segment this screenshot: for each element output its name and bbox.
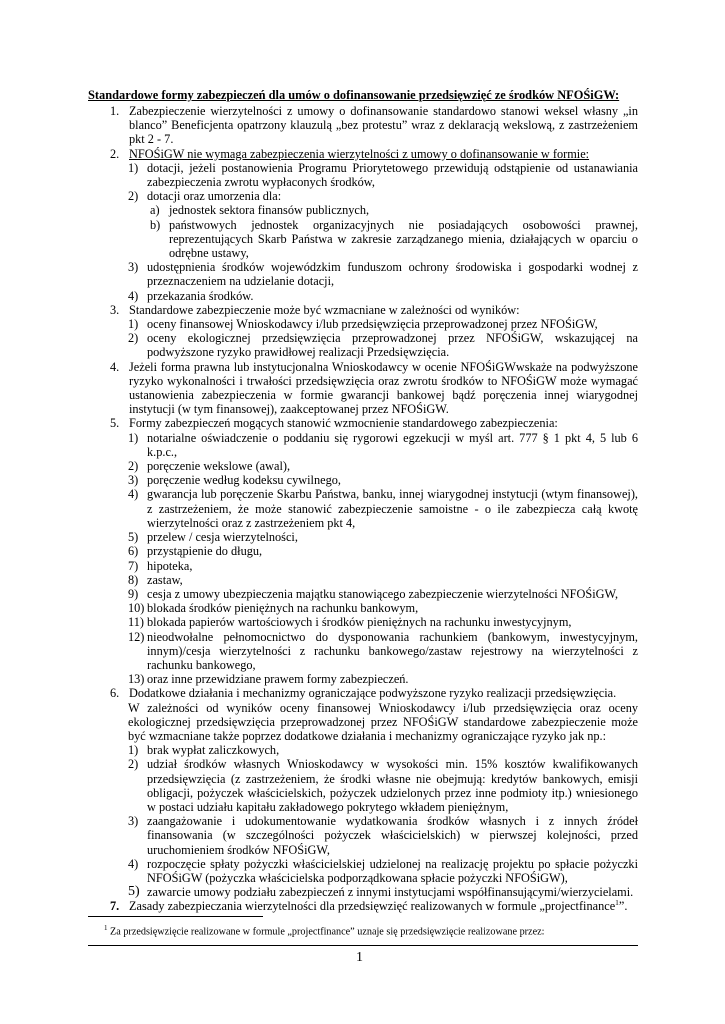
footnote-mark: 1: [104, 924, 108, 932]
list-item: [88, 686, 638, 700]
list-number: 2): [128, 459, 139, 474]
list-item: [88, 743, 638, 757]
list-text: dotacji oraz umorzenia dla:: [147, 189, 282, 204]
list-item: [88, 814, 638, 857]
list-text: zawarcie umowy podziału zabezpieczeń z innymi instytucjami współfinansującymi/wierzycielami.: [147, 885, 634, 900]
list-text: Standardowe zabezpieczenie może być wzmacniane w zależności od wyników:: [129, 302, 520, 317]
list-text: Formy zabezpieczeń mogących stanowić wzmocnienie standardowego zabezpieczenia:: [129, 416, 558, 431]
list-text: jednostek sektora finansów publicznych,: [169, 203, 370, 218]
list-item: [88, 857, 638, 885]
list-number: 13): [128, 672, 145, 687]
list-item: [88, 431, 638, 459]
list-item: [88, 218, 638, 261]
list-number: 1): [128, 743, 139, 758]
document-title: Standardowe formy zabezpieczeń dla umów o dofinansowanie przedsięwzięć ze środków NFOŚiGW:: [88, 88, 620, 102]
list-text: państwowych jednostek organizacyjnych nie posiadających osobowości prawnej, reprezentujących Skarb Państwa w zakresie zarządzanego mienia, działających w oparciu o odrębne ustawy,: [169, 217, 638, 261]
list-item: [88, 885, 638, 899]
list-item: [88, 260, 638, 288]
list-text: poręczenie według kodeksu cywilnego,: [147, 473, 341, 488]
list-number: 2): [128, 189, 139, 204]
list-number: 5.: [110, 416, 120, 431]
list-text: brak wypłat zaliczkowych,: [147, 743, 280, 758]
list-number: 3): [128, 473, 139, 488]
list-text: oceny ekologicznej przedsięwzięcia przeprowadzonej przez NFOŚiGW, wskazującej na podwyższone ryzyko prawidłowej realizacji Przedsięwzięcia.: [147, 331, 638, 360]
list-item: [88, 630, 638, 673]
list-item: [88, 331, 638, 359]
list-item: [88, 317, 638, 331]
list-number: 9): [128, 586, 139, 601]
list-number: 1): [128, 160, 139, 175]
list-item: [88, 147, 638, 161]
list-number: 5): [128, 884, 140, 900]
list-text: oraz inne przewidziane prawem formy zabezpieczeń.: [147, 672, 409, 687]
list-text: udostępnienia środków wojewódzkim funduszom ochrony środowiska i gospodarki wodnej z przeznaczeniem na udzielanie dotacji,: [147, 260, 638, 289]
list-text: Dodatkowe działania i mechanizmy ograniczające podwyższone ryzyko realizacji przedsięwzięcia.: [129, 686, 617, 701]
list-text: dotacji, jeżeli postanowienia Programu Priorytetowego przewidują odstąpienie od ustanawiania zabezpieczenia zwrotu wypłaconych środków,: [147, 160, 638, 190]
list-number: 1): [128, 430, 139, 445]
list-text: cesja z umowy ubezpieczenia majątku stanowiącego zabezpieczenie wierzytelności NFOŚiGW,: [147, 586, 619, 601]
list-item: [88, 701, 638, 744]
list-number: 2): [128, 331, 139, 346]
list-text: rozpoczęcie spłaty pożyczki właścicielskiej udzielonej na realizację projektu po spłacie pożyczki NFOŚiGW (pożyczka właścicielska podporządkowana spłacie pożyczki NFOŚiGW),: [147, 856, 638, 885]
list-number: 7.: [110, 899, 120, 914]
list-item: [88, 615, 638, 629]
footnote: [104, 924, 544, 937]
list-text: Zasady zabezpieczania wierzytelności dla przedsięwzięć realizowanych w formule „projectfinance: [129, 899, 616, 914]
list-item: [88, 303, 638, 317]
list-number: 3): [128, 814, 139, 829]
list-number: 1): [128, 317, 139, 332]
list-text: W zależności od wyników oceny finansowej Wnioskodawcy i/lub przedsięwzięcia oraz oceny ekologicznej przedsięwzięcia przeprowadzonej przez NFOŚiGW standardowe zabezpieczenie może być wzmacniane także poprzez dodatkowe działania i mechanizmy ograniczające ryzyko jak np.:: [128, 700, 638, 743]
list-text: zaangażowanie i udokumentowanie wydatkowania środków własnych i z innych źródeł finansowania (w szczególności pożyczek właścicielskich) w pierwszej kolejności, przed uruchomieniem środków NFOŚiGW,: [147, 814, 638, 857]
list-item: [88, 104, 638, 147]
footnote-text: Za przedsięwzięcie realizowane w formule „projectfinance” uznaje się przedsięwzięcie realizowane przez:: [110, 926, 545, 938]
list-text: notarialne oświadczenie o poddaniu się rygorowi egzekucji w myśl art. 777 § 1 pkt 4, 5 lub 6 k.p.c.,: [147, 430, 638, 459]
list-number: a): [150, 203, 160, 218]
list-item: [88, 899, 638, 913]
footnote-reference: 1: [615, 898, 619, 908]
list-number: 10): [128, 601, 145, 616]
list-item: [88, 459, 638, 473]
list-item: [88, 487, 638, 530]
list-text: gwarancja lub poręczenie Skarbu Państwa, banku, innej wiarygodnej instytucji (wtym finansowej), z zastrzeżeniem, że może stanowić zabezpieczenie samoistne - o ile zabezpiecza całą kwotę wierzytelności oraz z zastrzeżeniem pkt 4,: [147, 487, 638, 530]
list-text: udział środków własnych Wnioskodawcy w wysokości min. 15% kosztów kwalifikowanych przedsięwzięcia (z zastrzeżeniem, że środki własne nie obejmują: kredytów bankowych, emisji obligacji, pożyczek właścicielskich, pożyczek udzielonych przez inne podmioty itp.) wniesionego w postaci udziału kapitału zakładowego pokrytego wkładem pieniężnym,: [147, 757, 638, 814]
list-text: blokada środków pieniężnych na rachunku bankowym,: [147, 601, 419, 616]
list-item: [88, 544, 638, 558]
list-item: [88, 203, 638, 217]
list-item: [88, 161, 638, 189]
list-text: NFOŚiGW nie wymaga zabezpieczenia wierzytelności z umowy o dofinansowanie w formie:: [129, 146, 590, 161]
list-number: 3.: [110, 302, 120, 317]
list-number: 4): [128, 856, 139, 871]
list-text: nieodwołalne pełnomocnictwo do dysponowania rachunkiem (bankowym, inwestycyjnym, innym)/cesja wierzytelności z rachunku bankowego/zastaw rejestrowy na wierzytelności z rachunku bankowego,: [147, 629, 638, 672]
list-number: 1.: [110, 104, 120, 118]
list-item: [88, 672, 638, 686]
list-text: hipoteka,: [147, 558, 193, 573]
list-text: przystąpienie do długu,: [147, 544, 263, 559]
list-item: [88, 360, 638, 417]
list-item: [88, 587, 638, 601]
list-item: [88, 289, 638, 303]
list-number: 11): [128, 615, 144, 630]
list-number: 6.: [110, 686, 120, 701]
footer-rule: [88, 945, 638, 946]
document-body: [88, 104, 638, 914]
list-item: [88, 757, 638, 814]
list-item: [88, 573, 638, 587]
list-text: oceny finansowej Wnioskodawcy i/lub przedsięwzięcia przeprowadzonej przez NFOŚiGW,: [147, 317, 598, 332]
list-number: b): [150, 217, 161, 232]
list-text: blokada papierów wartościowych i środków pieniężnych na rachunku inwestycyjnym,: [147, 615, 572, 630]
list-item: [88, 530, 638, 544]
list-number: 7): [128, 558, 139, 573]
list-number: 2): [128, 757, 139, 772]
list-number: 4): [128, 487, 139, 502]
list-number: 5): [128, 530, 139, 545]
list-text-tail: ”.: [618, 899, 628, 914]
list-number: 4.: [110, 359, 120, 374]
list-text: poręczenie wekslowe (awal),: [147, 459, 291, 474]
list-item: [88, 473, 638, 487]
list-number: 4): [128, 288, 139, 303]
list-item: [88, 416, 638, 430]
list-number: 3): [128, 260, 139, 275]
page-number: 1: [356, 950, 363, 965]
list-number: 8): [128, 572, 139, 587]
list-number: 12): [128, 629, 145, 644]
list-number: 6): [128, 544, 139, 559]
list-item: [88, 189, 638, 203]
footnote-separator: [88, 916, 263, 917]
list-text: przekazania środków.: [147, 288, 254, 303]
list-text: przelew / cesja wierzytelności,: [147, 530, 298, 545]
list-item: [88, 559, 638, 573]
list-text: Jeżeli forma prawna lub instytucjonalna Wnioskodawcy w ocenie NFOŚiGWwskaże na podwyższone ryzyko wykonalności i trwałości przedsięwzięcia oraz zwrotu środków to NFOŚiGW może wymagać ustanowienia zabezpieczenia w formie gwarancji bankowej bądź poręczenia innej wiarygodnej instytucji (w tym finansowej), zaakceptowanej przez NFOŚiGW.: [129, 359, 638, 417]
list-text: zastaw,: [147, 572, 183, 587]
list-text: Zabezpieczenie wierzytelności z umowy o dofinansowanie standardowo stanowi weksel własny „in blanco” Beneficjenta opatrzony klauzulą „bez protestu” wraz z deklaracją wekslową, z zastrzeżeniem pkt 2 - 7.: [129, 104, 638, 147]
list-item: [88, 601, 638, 615]
list-number: 2.: [110, 146, 120, 161]
